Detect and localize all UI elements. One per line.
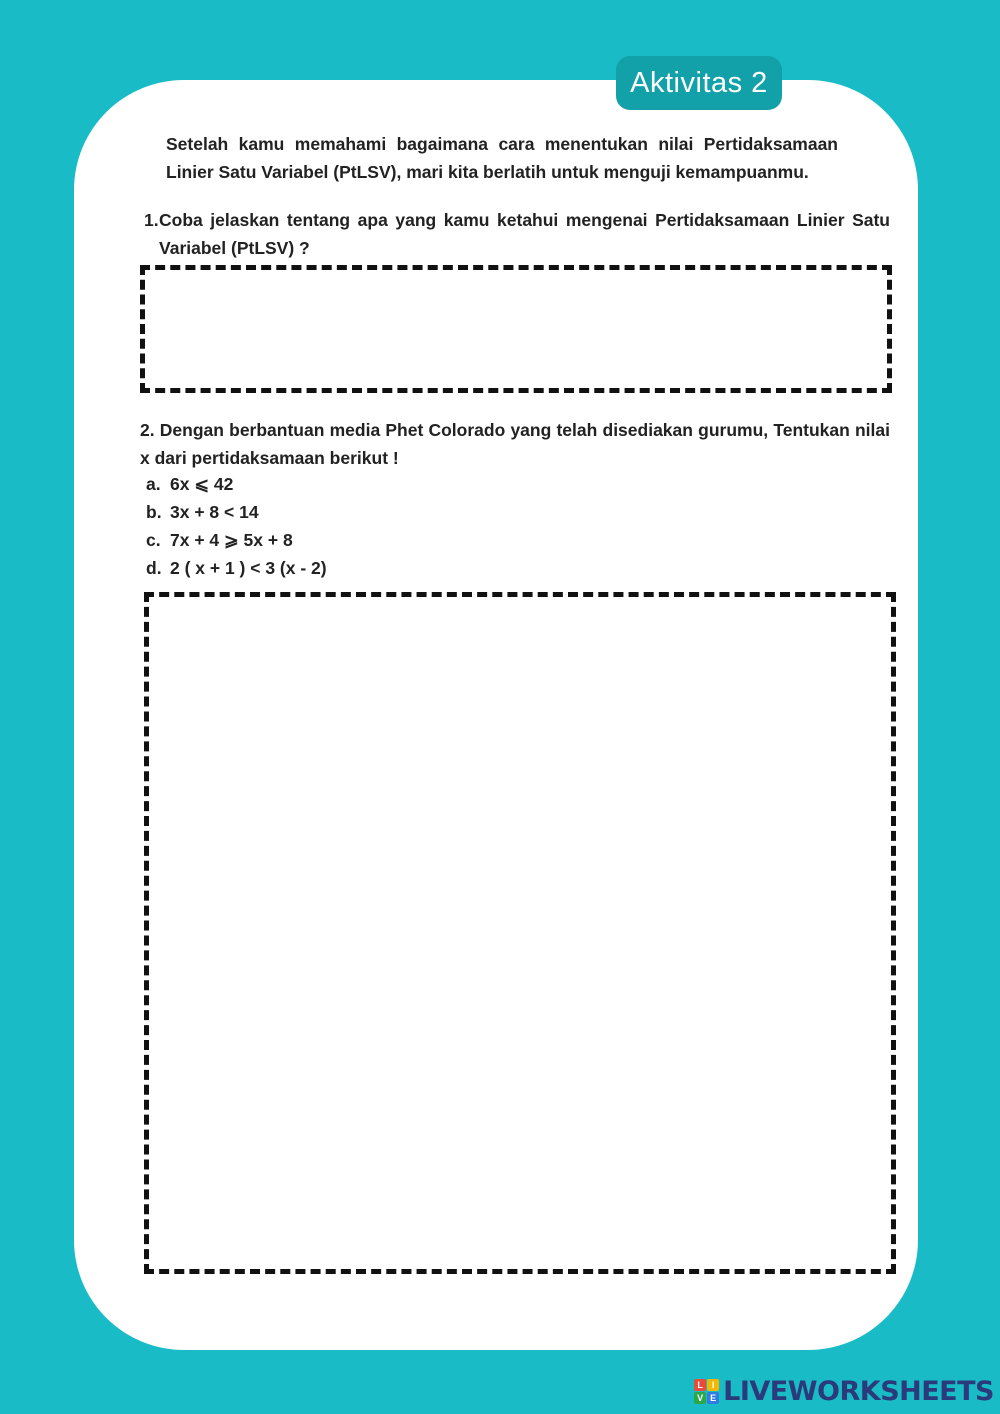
- list-item: [146, 554, 327, 582]
- item-expression: 2 ( x + 1 ) < 3 (x - 2): [170, 558, 327, 578]
- list-item: [146, 470, 327, 498]
- logo-letter: I: [707, 1379, 719, 1391]
- item-expression: 6x ⩽ 42: [170, 474, 234, 494]
- inequality-list: [146, 470, 327, 582]
- live-logo-icon: [694, 1379, 719, 1404]
- list-item: [146, 526, 327, 554]
- activity-tab: Aktivitas 2: [616, 56, 782, 110]
- item-expression: 3x + 8 < 14: [170, 502, 259, 522]
- answer-box-1[interactable]: [140, 265, 892, 393]
- logo-letter: E: [707, 1392, 719, 1404]
- list-item: [146, 498, 327, 526]
- answer-box-2[interactable]: [144, 592, 896, 1274]
- question-1-number: 1.: [144, 210, 159, 230]
- item-label: a.: [146, 474, 161, 494]
- logo-letter: L: [694, 1379, 706, 1391]
- item-label: d.: [146, 558, 162, 578]
- question-2-text: 2. Dengan berbantuan media Phet Colorado yang telah disediakan gurumu, Tentukan nilai x dari pertidaksamaan berikut !: [140, 420, 890, 468]
- brand-name: LIVEWORKSHEETS: [723, 1375, 994, 1407]
- item-label: b.: [146, 502, 162, 522]
- intro-paragraph: Setelah kamu memahami bagaimana cara menentukan nilai Pertidaksamaan Linier Satu Variabel (PtLSV), mari kita berlatih untuk menguji kemampuanmu.: [166, 134, 838, 182]
- question-1-text: Coba jelaskan tentang apa yang kamu ketahui mengenai Pertidaksamaan Linier Satu Variabel (PtLSV) ?: [159, 210, 890, 258]
- question-1: [144, 206, 890, 262]
- item-expression: 7x + 4 ⩾ 5x + 8: [170, 530, 293, 550]
- logo-letter: V: [694, 1392, 706, 1404]
- item-label: c.: [146, 530, 161, 550]
- liveworksheets-brand: [694, 1374, 994, 1408]
